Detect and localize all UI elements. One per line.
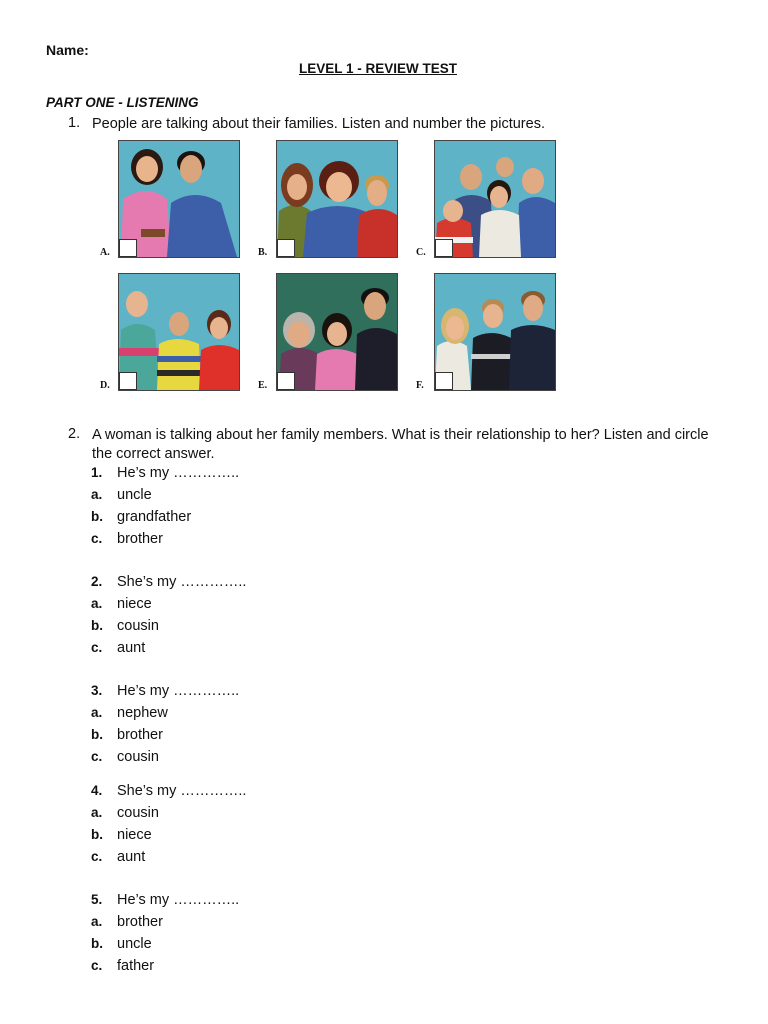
picture-c-illustration xyxy=(435,141,555,257)
question-1-number: 1. xyxy=(68,115,81,131)
picture-a-label: A. xyxy=(100,247,110,258)
picture-e-illustration xyxy=(277,274,397,390)
picture-d-label: D. xyxy=(100,380,110,391)
item-2-option-c-letter: c. xyxy=(91,640,103,655)
item-1-option-b[interactable]: grandfather xyxy=(117,509,192,525)
picture-f-illustration xyxy=(435,274,555,390)
picture-d-number-box[interactable] xyxy=(119,372,137,390)
item-5-option-a-letter: a. xyxy=(91,914,103,929)
item-2-option-b-letter: b. xyxy=(91,618,103,633)
item-4-option-c-letter: c. xyxy=(91,849,103,864)
picture-f xyxy=(434,273,556,391)
item-1-option-c[interactable]: brother xyxy=(117,531,163,547)
picture-b-label: B. xyxy=(258,247,268,258)
picture-c-number-box[interactable] xyxy=(435,239,453,257)
item-4-option-b[interactable]: niece xyxy=(117,827,152,843)
picture-d xyxy=(118,273,240,391)
item-5-option-c-letter: c. xyxy=(91,958,103,973)
item-4-option-b-letter: b. xyxy=(91,827,103,842)
item-2-option-b[interactable]: cousin xyxy=(117,618,159,634)
picture-b xyxy=(276,140,398,258)
item-4-number: 4. xyxy=(91,783,103,798)
picture-f-label: F. xyxy=(416,380,424,391)
section-heading-part-one: PART ONE - LISTENING xyxy=(46,95,199,110)
item-1-option-a-letter: a. xyxy=(91,487,103,502)
picture-b-illustration xyxy=(277,141,397,257)
picture-b-number-box[interactable] xyxy=(277,239,295,257)
picture-e-label: E. xyxy=(258,380,268,391)
item-5-option-b[interactable]: uncle xyxy=(117,936,152,952)
name-label: Name: xyxy=(46,42,89,58)
item-1-option-a[interactable]: uncle xyxy=(117,487,152,503)
item-4-prompt: She’s my ………….. xyxy=(117,783,247,799)
item-3-option-a-letter: a. xyxy=(91,705,103,720)
item-2-number: 2. xyxy=(91,574,103,589)
item-3-number: 3. xyxy=(91,683,103,698)
picture-a-number-box[interactable] xyxy=(119,239,137,257)
item-5-number: 5. xyxy=(91,892,103,907)
picture-e xyxy=(276,273,398,391)
picture-a-illustration xyxy=(119,141,239,257)
item-1-number: 1. xyxy=(91,465,103,480)
question-2-text: A woman is talking about her family members. What is their relationship to her? Listen and circle the correct answer. xyxy=(92,427,709,462)
page-title: LEVEL 1 - REVIEW TEST xyxy=(298,61,458,76)
item-2-option-c[interactable]: aunt xyxy=(117,640,146,656)
item-5-option-c[interactable]: father xyxy=(117,958,155,974)
item-2-prompt: She’s my ………….. xyxy=(117,574,247,590)
item-3-option-b[interactable]: brother xyxy=(117,727,163,743)
item-4-option-a[interactable]: cousin xyxy=(117,805,159,821)
item-1-option-c-letter: c. xyxy=(91,531,103,546)
item-1-prompt: He’s my ………….. xyxy=(117,465,240,481)
item-4-option-c[interactable]: aunt xyxy=(117,849,146,865)
picture-d-illustration xyxy=(119,274,239,390)
picture-f-number-box[interactable] xyxy=(435,372,453,390)
question-1-text: People are talking about their families. Listen and number the pictures. xyxy=(92,116,545,132)
item-3-option-a[interactable]: nephew xyxy=(117,705,168,721)
item-2-option-a-letter: a. xyxy=(91,596,103,611)
picture-c-label: C. xyxy=(416,247,426,258)
picture-e-number-box[interactable] xyxy=(277,372,295,390)
picture-a xyxy=(118,140,240,258)
item-3-option-c[interactable]: cousin xyxy=(117,749,159,765)
item-5-option-b-letter: b. xyxy=(91,936,103,951)
picture-c xyxy=(434,140,556,258)
item-5-option-a[interactable]: brother xyxy=(117,914,163,930)
item-3-option-c-letter: c. xyxy=(91,749,103,764)
item-4-option-a-letter: a. xyxy=(91,805,103,820)
item-3-prompt: He’s my ………….. xyxy=(117,683,240,699)
question-2-number: 2. xyxy=(68,426,81,442)
item-3-option-b-letter: b. xyxy=(91,727,103,742)
item-5-prompt: He’s my ………….. xyxy=(117,892,240,908)
item-2-option-a[interactable]: niece xyxy=(117,596,152,612)
item-1-option-b-letter: b. xyxy=(91,509,103,524)
